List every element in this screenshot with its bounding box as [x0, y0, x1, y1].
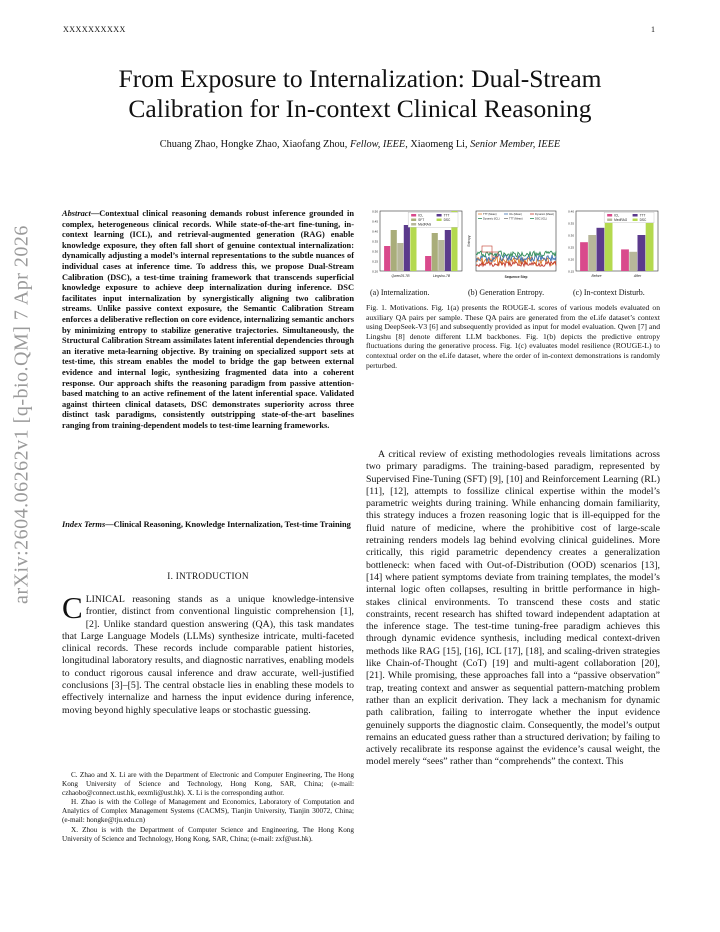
- fig1a-ytick-label: 0.40: [372, 229, 378, 234]
- footnote-3: X. Zhou is with the Department of Computer Science and Engineering, The Hong Kong University of Science and Technology, Hong Kong, SAR, China; (e-mail: zxf@ust.hk).: [62, 825, 354, 843]
- fig1c-bar-icl-1: [621, 249, 629, 271]
- footnotes: [62, 771, 354, 844]
- fig1a-legend-swatch: [411, 219, 416, 222]
- fig1a-legend-swatch: [437, 219, 442, 222]
- index-terms-text: —Clinical Reasoning, Knowledge Internalization, Test-time Training: [105, 520, 351, 529]
- section-heading-introduction: I. INTRODUCTION: [167, 571, 249, 581]
- fig1b-legend-label: TTT (Mean): [509, 217, 523, 221]
- footnote-2: H. Zhao is with the College of Management and Economics, Laboratory of Computation and Analytics of Complex Management Systems (CACMS), Tianjin University, Tianjin 30072, China; (e-mail: hongke@tju.edu.cn): [62, 798, 354, 824]
- fellow-title: Fellow, IEEE: [349, 139, 406, 150]
- fig1b-legend-label: ICL (Mean): [509, 213, 522, 216]
- fig1a-legend-label: MedRAG: [418, 222, 432, 227]
- fig1a-legend-label: DSC: [443, 218, 451, 222]
- fig1a-bar-ttt-0: [404, 225, 410, 271]
- fig1b-legend-label: Dynamic (ICL): [483, 217, 500, 221]
- fig1c-bar-ttt-0: [597, 228, 605, 271]
- fig1c-legend-swatch: [607, 214, 612, 217]
- fig1c-ytick-label: 0.35: [568, 221, 574, 226]
- fig1b-xlabel: Sequence Step: [504, 275, 528, 279]
- fig1c-ytick-label: 0.25: [568, 245, 574, 250]
- author-list: [60, 139, 660, 150]
- figure-1b-entropy-chart: [464, 207, 562, 283]
- fig1a-ytick-label: 0.35: [372, 239, 378, 244]
- fig1a-bar-icl-1: [425, 256, 431, 271]
- paper-title: [60, 64, 660, 124]
- fig1b-legend-label: TTT (Mean): [483, 213, 497, 216]
- fig1a-xtick-label: Qwen25-7B: [391, 274, 410, 278]
- fig1c-bar-icl-0: [580, 242, 588, 271]
- authors-mid: , Xiaomeng Li,: [405, 139, 471, 150]
- intro-lead: LINICAL: [85, 594, 125, 605]
- fig1c-bar-dsc-0: [605, 216, 613, 271]
- abstract-label: Abstract: [62, 209, 91, 218]
- fig1c-bar-medrag-1: [629, 252, 637, 271]
- fig1a-bar-medrag-0: [397, 243, 403, 271]
- arxiv-stamp: arXiv:2604.06262v1 [q-bio.QM] 7 Apr 2026: [10, 225, 33, 604]
- figure-1c-disturb-chart: [562, 207, 660, 283]
- fig1a-xtick-label: Lingshu-7B: [432, 274, 451, 278]
- fig1c-legend-label: MedRAG: [614, 218, 628, 222]
- fig1b-legend-label: DSC (ICL): [535, 217, 547, 221]
- intro-paragraph: [62, 590, 354, 717]
- fig1c-bar-ttt-1: [638, 235, 646, 271]
- fig1c-bar-medrag-0: [588, 235, 596, 271]
- title-line-2: Calibration for In-context Clinical Reasoning: [128, 94, 592, 123]
- fig1b-legend-label: Dynamic (Mean): [535, 213, 555, 216]
- fig1c-legend-swatch: [633, 219, 638, 222]
- fig1c-legend-box: [604, 212, 654, 223]
- figure-1a-internalization-chart: [366, 207, 464, 283]
- figure-1a-label: (a) Internalization.: [370, 288, 430, 297]
- figure-1: [366, 207, 660, 283]
- abstract-text: —Contextual clinical reasoning demands robust inference grounded in complex, heterogeneous clinical records. While state-of-the-art fine-tuning, in-context learning (ICL), and retrieval-augmented generation (RAG) enable knowledge exposure, they often fall short of genuine contextual internalization: dynamically adjusting a model’s internal representations to the subtle nuances of individual cases at inference time. To address this, we propose Dual-Stream Calibration (DSC), a test-time training framework that transcends superficial knowledge exposure to achieve deep internalization during inference. DSC facilitates input internalization by synergistically aligning two calibration streams. Unlike passive context exposure, the Semantic Calibration Stream enforces a deliberative reflection on core evidence, internalizing semantic anchors by minimizing entropy to stabilize generative trajectories. Simultaneously, the Structural Calibration Stream assimilates latent inferential dependencies through an iterative meta-learning objective. By training on specialized support sets at test-time, this stream enables the model to bridge the gap between external evidence and internal logic, synthesizing fragmented data into a coherent response. Our approach shifts the reasoning paradigm from passive attention-based matching to an active refinement of the latent inferential space. Validated against thirteen clinical datasets, DSC demonstrates superiority across three distinct task paradigms, consistently outstripping state-of-the-art baselines ranging from training-dependent models to test-time learning frameworks.: [62, 209, 354, 430]
- fig1a-legend-swatch: [437, 214, 442, 217]
- fig1a-ytick-label: 0.20: [372, 269, 378, 274]
- running-header: XXXXXXXXXX: [63, 25, 126, 34]
- fig1a-legend-label: TTT: [443, 213, 450, 218]
- fig1c-ytick-label: 0.40: [568, 209, 574, 214]
- fig1c-xtick-label: Before: [591, 274, 602, 278]
- fig1a-legend-label: SFT: [418, 218, 425, 222]
- authors-names: Chuang Zhao, Hongke Zhao, Xiaofang Zhou,: [159, 139, 350, 150]
- fig1a-bar-icl-0: [384, 246, 390, 271]
- fig1c-legend-label: DSC: [639, 218, 647, 222]
- fig1a-bar-sft-0: [391, 230, 397, 271]
- index-terms-label: Index Terms: [62, 520, 106, 529]
- fig1a-bar-medrag-1: [438, 240, 444, 271]
- fig1a-ytick-label: 0.30: [372, 249, 378, 254]
- fig1a-bar-ttt-1: [445, 230, 451, 271]
- title-line-1: From Exposure to Internalization: Dual-Stream: [118, 64, 602, 93]
- fig1c-legend-label: TTT: [639, 213, 646, 218]
- footnote-1: C. Zhao and X. Li are with the Department of Electronic and Computer Engineering, The Hong Kong University of Science and Technology, Hong Kong, SAR, China; (e-mail: czhaobo@connect.ust.hk, eexmli@ust.hk). X. Li is the corresponding author.: [62, 771, 354, 797]
- drop-cap: C: [62, 590, 83, 625]
- fig1c-legend-swatch: [607, 219, 612, 222]
- fig1a-legend-swatch: [411, 214, 416, 217]
- figure-1-caption: Fig. 1. Motivations. Fig. 1(a) presents the ROUGE-L scores of various models evaluated on auxiliary QA pairs per sample. These QA pairs are generated from the eLife dataset’s context using DeepSeek-V3 [6] and subsequently provided as input for model evaluation. Qwen [7] and Lingshu [8] denote different LLM backbones. Fig. 1(b) depicts the predictive entropy fluctuations during the generative process. Fig. 1(c) evaluates model resilience (ROUGE-L) to contextual order on the eLife dataset, where the order of in-context demonstrations is randomly perturbed.: [366, 303, 660, 370]
- senior-member-title: Senior Member, IEEE: [470, 139, 561, 150]
- fig1a-ytick-label: 0.45: [372, 219, 378, 224]
- fig1a-legend-swatch: [411, 223, 416, 226]
- right-column-body: [366, 449, 660, 769]
- fig1c-legend-swatch: [633, 214, 638, 217]
- page-number: 1: [651, 25, 655, 34]
- figure-1c-label: (c) In-context Disturb.: [573, 288, 645, 297]
- index-terms: [62, 520, 354, 531]
- fig1a-ytick-label: 0.50: [372, 209, 378, 214]
- fig1c-bar-dsc-1: [646, 223, 654, 271]
- body-paragraph: A critical review of existing methodologies reveals limitations across two primary paradigms. The training-based paradigm, represented by Supervised Fine-Tuning (SFT) [9], [10] and Reinforcement Learning (RL) [11], [12], attempts to fossilize clinical expertise within the model’s parametric weights during training. While enhancing domain familiarity, this strategy induces a frozen reasoning logic that is ill-equipped for the fluid nature of medicine, where the prohibitive cost of large-scale retraining renders models lag behind evolving clinical guidelines. More critically, this rigid parametric dependency creates a generalization bottleneck: when faced with Out-of-Distribution (OOD) scenarios [13], [14] where patient symptoms deviate from training templates, the model’s internal logic often collapses, resulting in brittle performance in high-stakes clinical environments. To transcend these costs and static constraints, recent research has shifted toward independent adaptation at the inference stage. The test-time tuning-free paradigm achieves this through dynamic evidence synthesis, including medical context-driven methods like RAG [15], [16], ICL [17], [18], and scaling-driven strategies like Chain-of-Thought (CoT) [19] and multi-agent collaboration [20], [21]. While promising, these approaches fall into a “passive observation” trap, treating context and answer as sequential pattern-matching problem rather than an explicit derivation. They lack a mechanism for dynamic path calibration, failing to interrogate whether the input evidence genuinely supports the diagnostic claim. Consequently, the model’s output remains an educated guess rather than a structured derivation; by failing to actively recalibrate its response against the evidence’s causal weight, the model merely “sees” rather than “comprehends” the context. This: [366, 449, 660, 768]
- fig1c-ytick-label: 0.15: [568, 269, 574, 274]
- fig1b-ylabel: Entropy: [467, 235, 471, 247]
- fig1c-ytick-label: 0.20: [568, 257, 574, 262]
- intro-text: reasoning stands as a unique knowledge-intensive frontier, distinct from conventional linguistic comprehension [1], [2]. Unlike standard question answering (QA), this task mandates that Large Language Models (LLMs) synthesize intricate, multi-faceted clinical records. These records include comparable patient histories, longitudinal laboratory results, and diagnostic narratives, enabling models to conduct rigorous causal inference and draw accurate, well-justified conclusions [3]–[5]. The central obstacle lies in enabling these models to effectively internalize and harness the input evidence during inference, moving beyond highly speculative leaps or stochastic guessing.: [62, 594, 354, 716]
- fig1b-highlight-box: [482, 246, 492, 252]
- fig1a-bar-sft-1: [432, 233, 438, 271]
- abstract: [62, 209, 354, 431]
- fig1c-xtick-label: After: [633, 274, 642, 278]
- fig1a-ytick-label: 0.25: [372, 259, 378, 264]
- fig1c-legend-label: ICL: [614, 213, 620, 218]
- fig1a-legend-label: ICL: [418, 213, 424, 218]
- figure-1b-label: (b) Generation Entropy.: [468, 288, 545, 297]
- fig1c-ytick-label: 0.30: [568, 233, 574, 238]
